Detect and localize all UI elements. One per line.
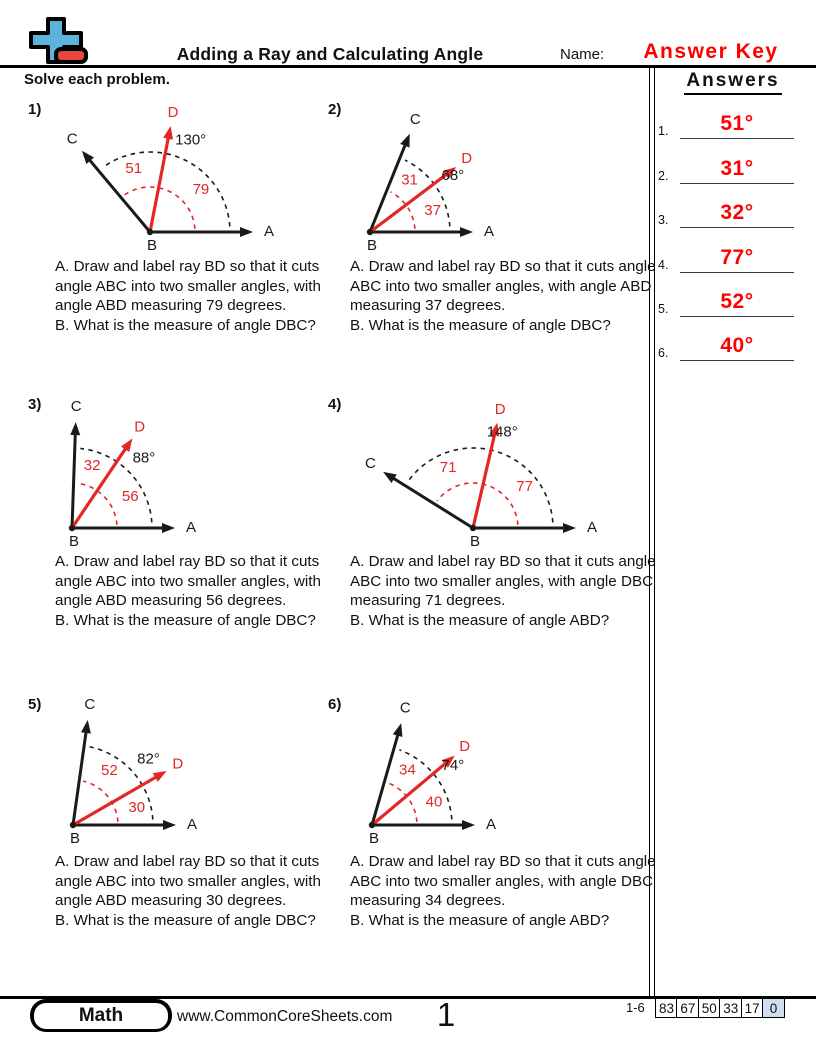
svg-text:B: B: [366, 236, 378, 254]
svg-text:D: D: [172, 755, 184, 773]
answer-item: [656, 198, 796, 228]
problem-part-a: A. Draw and label ray BD so that it cuts angle ABC into two smaller angles, with angle DBC measuring 71 degrees.: [350, 553, 656, 609]
svg-text:88°: 88°: [132, 449, 156, 467]
problem-text: [350, 257, 656, 335]
problem-text: [55, 852, 336, 930]
svg-text:74°: 74°: [441, 757, 465, 775]
svg-text:52: 52: [101, 762, 118, 780]
problem-part-b: B. What is the measure of angle ABD?: [350, 611, 610, 629]
problem-text: [350, 552, 656, 630]
score-cell: 17: [741, 998, 764, 1018]
svg-text:B: B: [69, 829, 81, 847]
site-url: www.CommonCoreSheets.com: [177, 1008, 393, 1025]
svg-text:32: 32: [83, 457, 101, 475]
answer-number: 6.: [658, 346, 669, 360]
angle-diagram: [320, 690, 630, 850]
problem-part-b: B. What is the measure of angle ABD?: [350, 911, 610, 929]
answer-item: [656, 331, 796, 361]
answer-blank-line: [680, 112, 794, 139]
score-cell: 50: [698, 998, 721, 1018]
answer-value: 40°: [720, 334, 754, 357]
problem-part-b: B. What is the measure of angle DBC?: [350, 316, 611, 334]
answer-blank-line: [680, 246, 794, 273]
svg-text:D: D: [134, 418, 146, 436]
svg-text:D: D: [459, 738, 471, 756]
angle-diagram: [320, 95, 630, 255]
svg-text:A: A: [586, 518, 598, 536]
header-rule: [0, 65, 816, 68]
problem-part-a: A. Draw and label ray BD so that it cuts angle ABC into two smaller angles, with angle ABD measuring 56 degrees.: [55, 553, 321, 609]
answer-number: 2.: [658, 168, 669, 183]
svg-text:37: 37: [424, 202, 441, 220]
answer-key-text: Answer Key: [643, 40, 779, 63]
name-label: Name:: [560, 46, 605, 63]
svg-text:30: 30: [128, 798, 146, 816]
answer-value: 31°: [720, 156, 754, 180]
score-table: [655, 998, 785, 1018]
svg-text:130°: 130°: [175, 131, 207, 149]
answer-value: 52°: [720, 290, 754, 313]
answer-value: 32°: [720, 201, 754, 224]
score-cell: 0: [762, 998, 785, 1018]
svg-text:C: C: [66, 130, 78, 148]
svg-text:C: C: [409, 110, 421, 128]
problem-number: 5): [28, 696, 42, 713]
svg-text:B: B: [68, 532, 80, 550]
svg-text:B: B: [146, 236, 158, 254]
problem-number: 2): [328, 101, 342, 118]
answers-title: Answers: [684, 70, 781, 95]
svg-text:148°: 148°: [486, 423, 518, 441]
angle-diagram: [320, 390, 630, 550]
svg-text:34: 34: [399, 761, 416, 779]
svg-text:A: A: [263, 222, 275, 240]
answer-number: 4.: [658, 257, 669, 272]
score-cell: 83: [655, 998, 678, 1018]
svg-text:D: D: [494, 401, 506, 419]
svg-text:C: C: [399, 699, 411, 717]
svg-text:68°: 68°: [441, 167, 465, 185]
problem-number: 4): [328, 396, 342, 413]
instruction-text: Solve each problem.: [24, 71, 170, 88]
svg-text:B: B: [368, 829, 380, 847]
svg-text:51: 51: [125, 160, 143, 178]
angle-diagram: [20, 95, 330, 255]
svg-text:C: C: [84, 696, 96, 714]
svg-text:C: C: [364, 454, 376, 472]
score-cell: 33: [719, 998, 742, 1018]
answer-blank-line: [680, 157, 794, 184]
answer-number: 1.: [658, 124, 669, 138]
answer-blank-line: [680, 290, 794, 317]
svg-text:40: 40: [425, 793, 443, 811]
answer-blank-line: [680, 334, 794, 361]
problem-text: [55, 257, 336, 335]
subject-badge: [30, 999, 172, 1032]
answer-number: 3.: [658, 213, 669, 227]
problem-number: 1): [28, 101, 42, 118]
svg-text:82°: 82°: [137, 750, 160, 768]
svg-text:71: 71: [439, 458, 457, 476]
answer-value: 51°: [720, 112, 754, 135]
score-cell: 67: [676, 998, 699, 1018]
problem-part-a: A. Draw and label ray BD so that it cuts angle ABC into two smaller angles, with angle ABD measuring 37 degrees.: [350, 258, 656, 314]
angle-diagram: [20, 390, 330, 550]
svg-text:56: 56: [121, 487, 139, 505]
answer-value: 77°: [720, 245, 754, 269]
svg-text:A: A: [485, 815, 497, 833]
problem-part-b: B. What is the measure of angle DBC?: [55, 611, 316, 629]
problem-text: [350, 852, 656, 930]
answer-item: [656, 287, 796, 317]
problem-text: [55, 552, 336, 630]
svg-text:A: A: [483, 222, 495, 240]
svg-text:D: D: [461, 150, 473, 168]
svg-text:A: A: [185, 518, 197, 536]
problem-part-a: A. Draw and label ray BD so that it cuts angle ABC into two smaller angles, with angle DBC measuring 34 degrees.: [350, 853, 656, 909]
page-title: Adding a Ray and Calculating Angle: [176, 44, 484, 64]
answer-item: [656, 109, 796, 139]
svg-text:79: 79: [192, 180, 210, 198]
answer-item: [656, 243, 796, 273]
answer-blank-line: [680, 201, 794, 228]
answer-number: 5.: [658, 302, 669, 316]
subject-badge-label: Math: [34, 1003, 168, 1029]
problem-part-b: B. What is the measure of angle DBC?: [55, 911, 316, 929]
svg-text:B: B: [469, 532, 481, 550]
problem-part-a: A. Draw and label ray BD so that it cuts angle ABC into two smaller angles, with angle ABD measuring 30 degrees.: [55, 853, 321, 909]
angle-diagram: [20, 690, 330, 850]
problem-number: 3): [28, 396, 42, 413]
answer-item: [656, 154, 796, 184]
svg-text:77: 77: [516, 477, 533, 495]
svg-text:A: A: [186, 815, 198, 833]
problem-number: 6): [328, 696, 342, 713]
svg-text:31: 31: [401, 171, 418, 189]
problem-part-b: B. What is the measure of angle DBC?: [55, 316, 316, 334]
page-number: 1: [436, 996, 456, 1033]
score-range-label: 1-6: [626, 1000, 645, 1015]
svg-text:D: D: [167, 104, 179, 122]
svg-text:C: C: [70, 398, 82, 416]
problem-part-a: A. Draw and label ray BD so that it cuts angle ABC into two smaller angles, with angle ABD measuring 79 degrees.: [55, 258, 321, 314]
